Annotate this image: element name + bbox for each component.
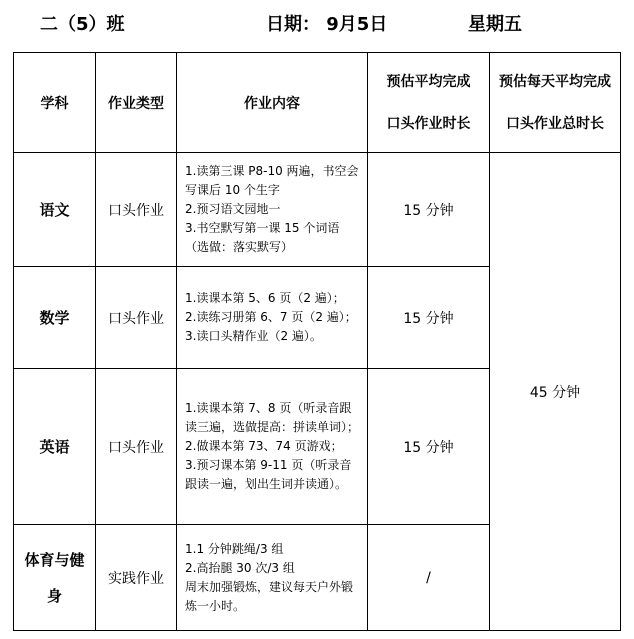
- header-daily-total: [490, 53, 621, 153]
- row-type: 实践作业: [96, 525, 177, 631]
- row-subject: 语文: [14, 153, 96, 267]
- row-time: 15 分钟: [368, 267, 490, 369]
- row-content: [177, 369, 368, 525]
- content-line: 1.读课本第 7、8 页（听录音跟读三遍，选做提高：拼读单词）；: [185, 401, 360, 434]
- daily-total-time: 45 分钟: [490, 153, 621, 631]
- row-time: 15 分钟: [368, 153, 490, 267]
- header-daily-total-line2: 口头作业总时长: [506, 115, 604, 132]
- table-header-row: [14, 53, 621, 153]
- row-type: 口头作业: [96, 267, 177, 369]
- content-line: 1.读课本第 5、6 页（2 遍）；: [185, 291, 345, 305]
- header-subject: 学科: [14, 53, 96, 153]
- content-line: 2.高抬腿 30 次/3 组: [185, 560, 295, 575]
- content-line: 1.读第三课 P8-10 两遍，书空会写课后 10 个生字: [185, 164, 359, 197]
- sheet-header: [0, 0, 634, 50]
- content-line: 1.1 分钟跳绳/3 组: [185, 541, 284, 556]
- row-content: [177, 267, 368, 369]
- content-line: 2.预习语文园地一: [185, 202, 281, 216]
- row-subject: [14, 525, 96, 631]
- row-subject-line2: 身: [46, 586, 62, 605]
- row-time: /: [368, 525, 490, 631]
- header-content: 作业内容: [177, 53, 368, 153]
- content-line: 周末加强锻炼，建议每天户外锻炼一小时。: [185, 579, 354, 613]
- date-label: 日期： 9月5日: [266, 14, 388, 35]
- row-time: 15 分钟: [368, 369, 490, 525]
- table-row-chinese: [14, 153, 621, 267]
- row-type: 口头作业: [96, 153, 177, 267]
- header-avg-time-line1: 预估平均完成: [386, 73, 471, 90]
- header-daily-total-line1: 预估每天平均完成: [499, 73, 611, 90]
- row-subject: 英语: [14, 369, 96, 525]
- row-subject: 数学: [14, 267, 96, 369]
- content-line: 3.读口头精作业（2 遍）。: [185, 329, 322, 343]
- class-name: 二（5）班: [40, 14, 125, 35]
- content-line: 2.做课本第 73、74 页游戏；: [185, 439, 343, 453]
- row-subject-line1: 体育与健: [24, 550, 85, 569]
- content-line: 3.预习课本第 9-11 页（听录音跟读一遍，划出生词并读通）。: [185, 458, 352, 491]
- row-content: [177, 525, 368, 631]
- row-content: [177, 153, 368, 267]
- content-line: 2.读练习册第 6、7 页（2 遍）；: [185, 310, 357, 324]
- homework-table: [13, 52, 621, 631]
- weekday-label: 星期五: [468, 14, 522, 35]
- header-type: 作业类型: [96, 53, 177, 153]
- header-avg-time-line2: 口头作业时长: [386, 115, 471, 132]
- content-line: 3.书空默写第一课 15 个词语（选做：落实默写）: [185, 221, 340, 254]
- row-type: 口头作业: [96, 369, 177, 525]
- header-avg-time: [368, 53, 490, 153]
